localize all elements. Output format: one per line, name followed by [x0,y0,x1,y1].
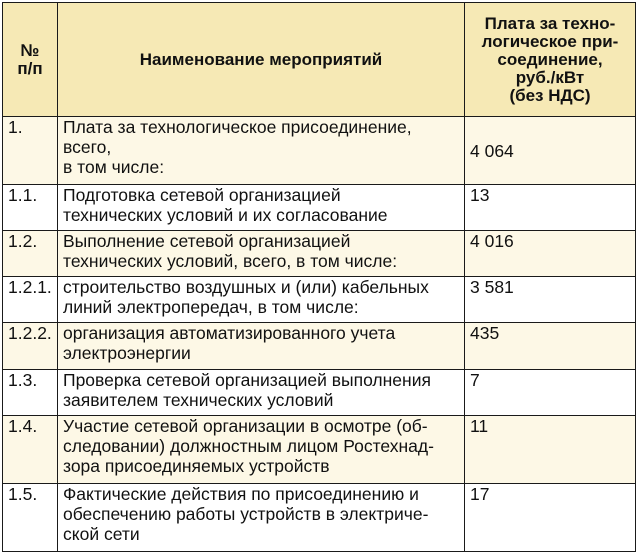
row-fee: 7 [465,369,636,415]
row-fee: 17 [465,483,636,551]
row-fee: 3 581 [465,277,636,323]
header-name: Наименование мероприятий [58,3,465,117]
row-num: 1.4. [3,415,58,483]
fees-table [2,2,636,552]
table-row [3,277,636,323]
table-row [3,415,636,483]
table-row [3,369,636,415]
row-name-line: Плата за технологическое присоединение, [63,117,412,137]
row-num: 1.3. [3,369,58,415]
row-num: 1.1. [3,185,58,231]
header-fee-line: (без НДС) [509,85,591,105]
row-fee: 4 016 [465,231,636,277]
row-name-line: линий электропередач, в том числе: [63,297,359,318]
table-row [3,231,636,277]
row-name [58,117,465,185]
header-fee-line: руб./кВт [515,67,585,87]
row-name-line: организация автоматизированного учета [63,323,396,344]
row-fee: 13 [465,185,636,231]
row-name [58,323,465,369]
row-num: 1.2.1. [3,277,58,323]
row-fee: 435 [465,323,636,369]
table-row [3,483,636,551]
table-body [3,117,636,552]
row-num: 1.2. [3,231,58,277]
row-name [58,415,465,483]
row-name-line: Участие сетевой организации в осмотре (об- [63,415,428,436]
header-fee-line: Плата за техно- [484,13,616,33]
row-num: 1.2.2. [3,323,58,369]
header-fee-line: логическое при- [481,31,619,51]
row-fee: 11 [465,415,636,483]
row-name-line: всего, [63,137,112,157]
row-name-line: Подготовка сетевой организацией [63,185,341,206]
header-num [3,3,58,117]
row-num: 1. [3,117,58,185]
row-name-line: заявителем технических условий [63,389,334,410]
row-name-line: зора присоединяемых устройств [63,455,330,476]
row-name-line: следовании) должностным лицом Ростехнад- [63,435,434,456]
header-fee-line: соединение, [497,49,603,69]
row-name-line: технических условий, всего, в том числе: [63,251,398,272]
row-name-line: Проверка сетевой организацией выполнения [63,369,431,390]
row-name [58,277,465,323]
row-name-line: электроэнергии [63,343,191,364]
row-fee: 4 064 [465,117,636,185]
row-num: 1.5. [3,483,58,551]
table-row [3,323,636,369]
table-row [3,185,636,231]
row-name [58,185,465,231]
row-name [58,483,465,551]
row-name [58,231,465,277]
row-name [58,369,465,415]
header-num-line2: п/п [17,58,43,78]
row-name-line: Выполнение сетевой организацией [63,231,351,252]
row-name-line: технических условий и их согласование [63,205,388,226]
row-name-line: ской сети [63,523,140,544]
row-name-line: Фактические действия по присоединению и [63,483,419,504]
row-name-line: в том числе: [63,157,165,177]
row-name-line: строительство воздушных и (или) кабельных [63,277,429,298]
header-fee [465,3,636,117]
table-row [3,117,636,185]
row-name-line: обеспечению работы устройств в электриче- [63,503,429,524]
header-num-line1: № [20,40,40,60]
table-header [3,3,636,117]
